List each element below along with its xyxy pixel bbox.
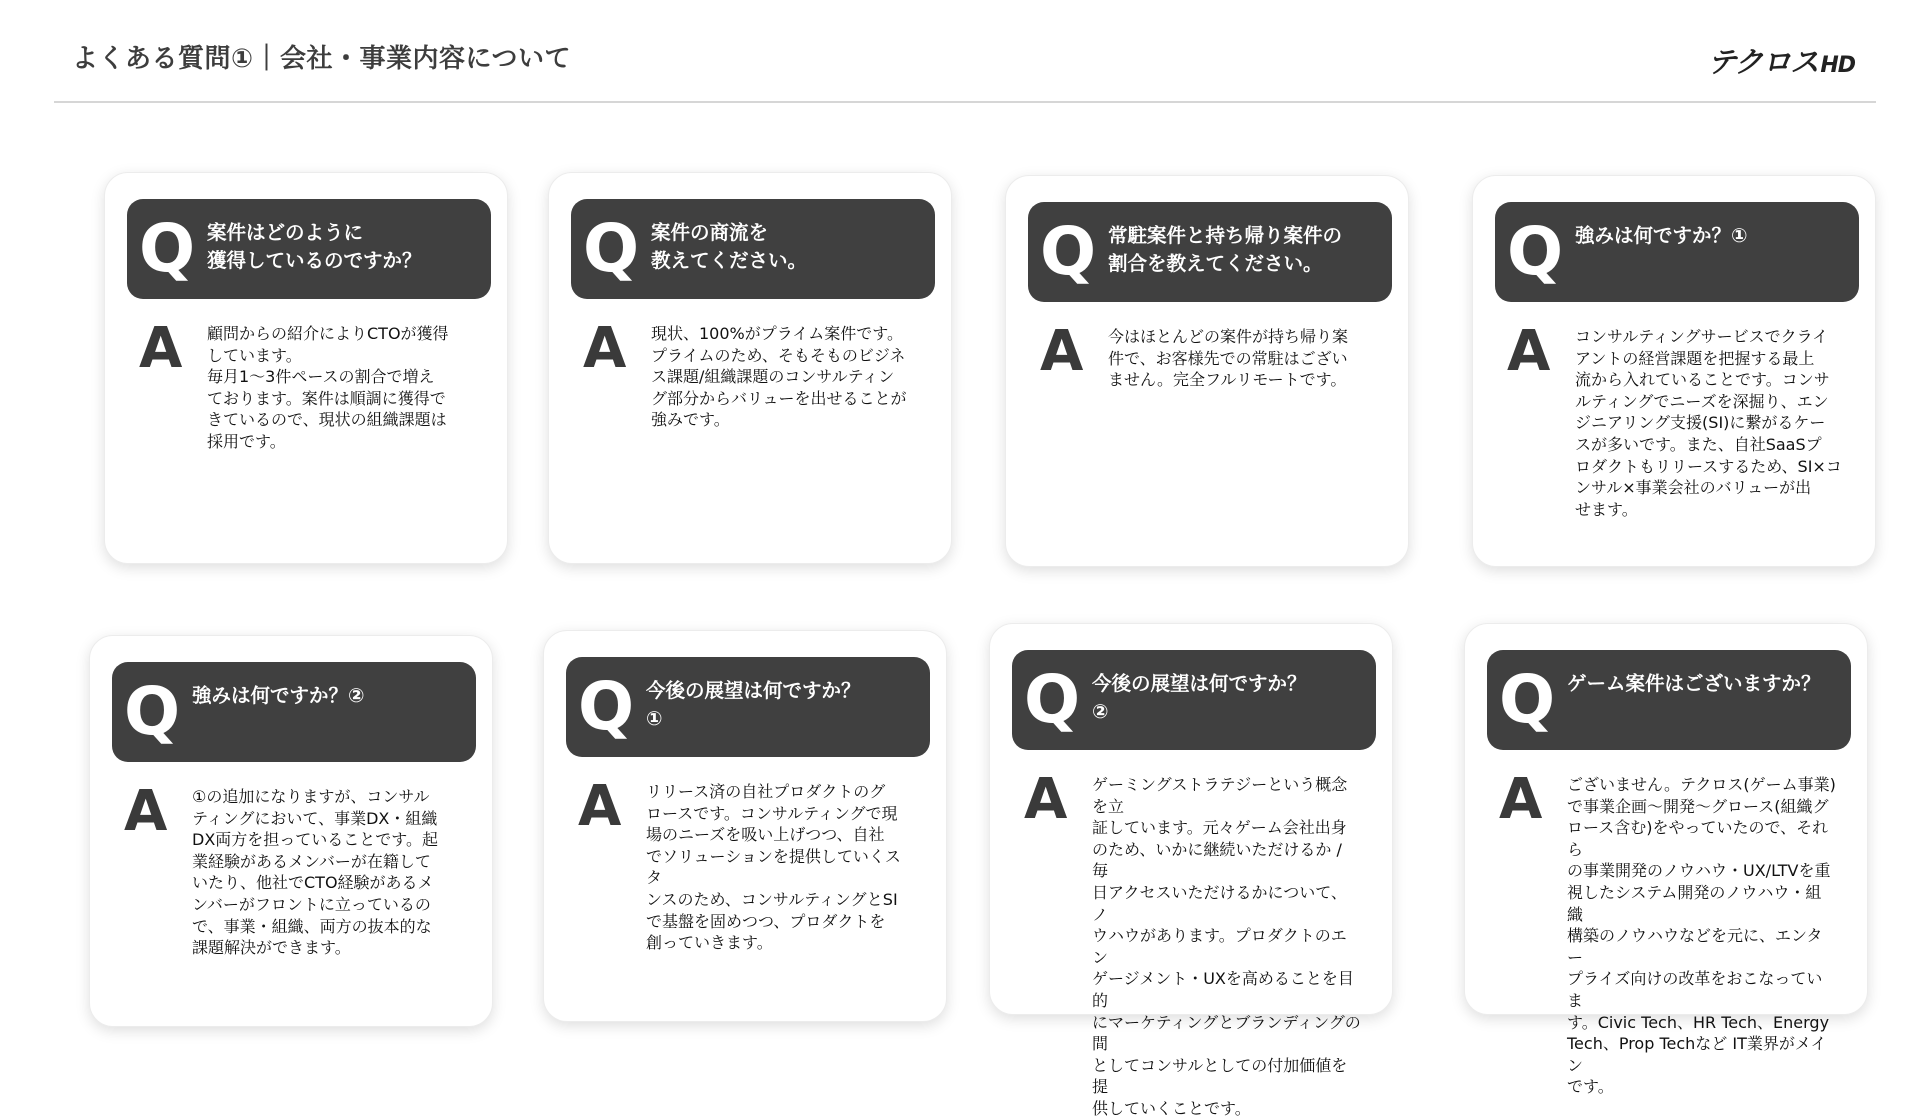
question-text: ゲーム案件はございますか？ xyxy=(1567,672,1821,695)
question-bar xyxy=(1487,650,1851,750)
q-mark: Q xyxy=(1040,213,1097,290)
a-mark: A xyxy=(1507,319,1551,384)
faq-card-3 xyxy=(1005,175,1409,567)
question-text: 今後の展望は何ですか？ ② xyxy=(1092,672,1307,723)
answer-text: 顧問からの紹介によりCTOが獲得 しています。 毎月1～3件ペースの割合で増え ております。案件は順調に獲得で きているので、現状の組織課題は 採用です。 xyxy=(207,324,449,451)
answer-text: コンサルティングサービスでクライ アントの経営課題を把握する最上 流から入れていることです。コンサ ルティングでニーズを深掘り、エン ジニアリング支援(SI)に繋がるケー スが多いです。また、自社SaaSプ ロダクトもリリースするため、SI×コ ンサル×事業会社のバリューが出 せます。 xyxy=(1575,327,1842,519)
question-bar xyxy=(1012,650,1376,750)
faq-card-8 xyxy=(1464,623,1868,1097)
question-bar xyxy=(127,199,491,299)
company-logo xyxy=(1707,40,1855,81)
answer-text: 現状、100%がプライム案件です。 プライムのため、そもそものビジネ ス課題/組織課題のコンサルティン グ部分からバリューを出せることが 強みです。 xyxy=(651,324,907,430)
q-mark: Q xyxy=(139,210,196,287)
question-bar xyxy=(112,662,476,762)
question-bar xyxy=(1495,202,1859,302)
a-mark: A xyxy=(1040,319,1084,384)
a-mark: A xyxy=(139,316,183,381)
a-mark: A xyxy=(578,774,622,839)
faq-card-6 xyxy=(543,630,947,1022)
a-mark: A xyxy=(583,316,627,381)
logo-main: テクロス xyxy=(1707,45,1819,79)
faq-card-2 xyxy=(548,172,952,564)
faq-card-1 xyxy=(104,172,508,564)
question-bar xyxy=(566,657,930,757)
answer-text: リリース済の自社プロダクトのグ ロースです。コンサルティングで現 場のニーズを吸い上げつつ、自社 でソリューションを提供していくスタ ンスのため、コンサルティングとSI で基盤を固めつつ、プロダクトを 創っていきます。 xyxy=(646,782,901,953)
question-bar xyxy=(571,199,935,299)
question-text: 案件の商流を 教えてください。 xyxy=(651,221,808,272)
question-text: 今後の展望は何ですか？ ① xyxy=(646,679,861,730)
faq-card-5 xyxy=(89,635,493,1027)
answer-text: 今はほとんどの案件が持ち帰り案 件で、お客様先での常駐はござい ません。完全フルリモートです。 xyxy=(1108,327,1349,390)
faq-card-7 xyxy=(989,623,1393,1118)
logo-suffix: HD xyxy=(1820,53,1855,78)
q-mark: Q xyxy=(578,668,635,745)
faq-card-4 xyxy=(1472,175,1876,567)
q-mark: Q xyxy=(124,673,181,750)
page-title: よくある質問①｜会社・事業内容について xyxy=(72,44,571,74)
answer-text: ゲーミングストラテジーという概念を立 証しています。元々ゲーム会社出身 のため、いかに継続いただけるか / 毎 日アクセスいただけるかについて、ノ ウハウがあります。プロダクトのエン ゲージメント・UXを高めることを目的 にマーケティングとブランディングの間 としてコンサルとしての付加価値を提 供していくことです。 xyxy=(1092,775,1361,1118)
q-mark: Q xyxy=(1507,213,1564,290)
question-bar xyxy=(1028,202,1392,302)
header-divider xyxy=(54,101,1876,103)
answer-text: ①の追加になりますが、コンサル ティングにおいて、事業DX・組織 DX両方を担っていることです。起 業経験があるメンバーが在籍して いたり、他社でCTO経験があるメ ンバーがフロントに立っているの で、事業・組織、両方の抜本的な 課題解決ができます。 xyxy=(192,787,439,958)
q-mark: Q xyxy=(583,210,640,287)
a-mark: A xyxy=(124,779,168,844)
a-mark: A xyxy=(1499,767,1543,832)
q-mark: Q xyxy=(1499,661,1556,738)
question-text: 強みは何ですか？① xyxy=(1575,224,1748,247)
answer-text: ございません。テクロス(ゲーム事業) で事業企画～開発～グロース(組織グ ロース含む)をやっていたので、それら の事業開発のノウハウ・UX/LTVを重 視したシステム開発のノウハウ・組織 構築のノウハウなどを元に、エンター プライズ向けの改革をおこなっていま す。Civic Tech、HR Tech、Energy Tech、Prop Techなど IT業界がメイン です。 xyxy=(1567,775,1836,1097)
question-text: 常駐案件と持ち帰り案件の 割合を教えてください。 xyxy=(1108,224,1343,275)
question-text: 強みは何ですか？② xyxy=(192,684,365,707)
question-text: 案件はどのように 獲得しているのですか？ xyxy=(207,221,422,272)
q-mark: Q xyxy=(1024,661,1081,738)
a-mark: A xyxy=(1024,767,1068,832)
